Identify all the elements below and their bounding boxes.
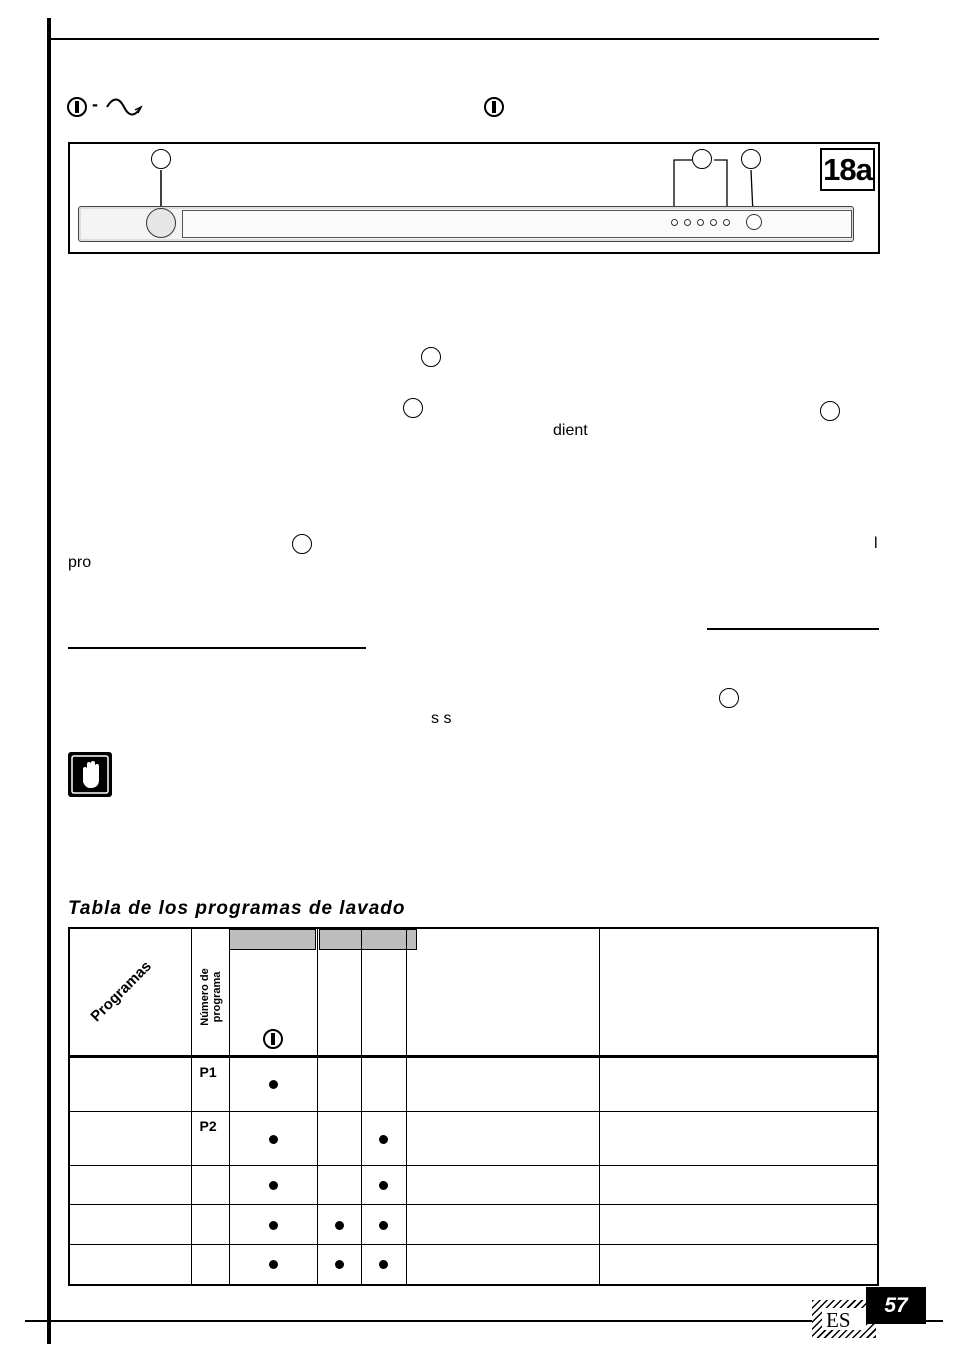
text-fragment: l xyxy=(874,535,878,552)
panel-led xyxy=(697,219,704,226)
header-col4 xyxy=(406,928,599,1056)
top-rule xyxy=(49,38,879,40)
header-programas xyxy=(69,928,191,1056)
program-number: P1 xyxy=(199,1063,217,1080)
left-margin-rule xyxy=(47,18,51,1344)
panel-button xyxy=(746,214,762,230)
table-row xyxy=(69,1205,878,1245)
callout-circle xyxy=(719,688,739,708)
col-programas-label: Programas xyxy=(87,957,155,1026)
header-col3 xyxy=(361,928,406,1056)
table-title: Tabla de los programas de lavado xyxy=(68,898,406,919)
table-header-row xyxy=(69,928,878,1056)
text-fragment: dient xyxy=(553,422,588,439)
power-icon xyxy=(262,1028,284,1050)
callout-circle xyxy=(403,398,423,418)
header-numero xyxy=(191,928,229,1056)
bottom-rule xyxy=(25,1320,943,1322)
callout-circle xyxy=(292,534,312,554)
power-icon xyxy=(66,96,88,118)
program-number: P2 xyxy=(199,1118,217,1135)
dot-mark xyxy=(269,1181,278,1190)
programs-table xyxy=(68,927,879,1286)
dot-mark xyxy=(269,1260,278,1269)
dot-mark xyxy=(269,1221,278,1230)
page-number: 57 xyxy=(884,1294,908,1317)
dot-mark xyxy=(379,1221,388,1230)
callout-circle xyxy=(692,149,712,169)
callout-circle xyxy=(820,401,840,421)
header-col1 xyxy=(229,928,317,1056)
dot-mark xyxy=(269,1080,278,1089)
power-icon xyxy=(483,96,505,118)
callout-circle xyxy=(421,347,441,367)
text-fragment: s s xyxy=(431,710,452,727)
dot-mark xyxy=(335,1260,344,1269)
dot-mark xyxy=(269,1135,278,1144)
dot-mark xyxy=(379,1260,388,1269)
header-col2 xyxy=(317,928,361,1056)
underline-rule xyxy=(68,647,366,649)
panel-led xyxy=(710,219,717,226)
mains-wave-icon xyxy=(105,96,143,116)
control-panel-figure xyxy=(68,142,880,254)
col-numero-label: Número de programa xyxy=(198,968,223,1026)
panel-led xyxy=(684,219,691,226)
table-row xyxy=(69,1165,878,1205)
text-fragment: pro xyxy=(68,554,92,571)
table-row xyxy=(69,1244,878,1285)
table-row xyxy=(69,1056,878,1112)
callout-circle xyxy=(741,149,761,169)
dot-mark xyxy=(335,1221,344,1230)
header-col5 xyxy=(599,928,878,1056)
panel-led xyxy=(723,219,730,226)
dash-separator: - xyxy=(92,94,98,114)
panel-knob xyxy=(146,208,176,238)
table-row xyxy=(69,1112,878,1165)
language-label: ES xyxy=(826,1308,851,1332)
figure-label: 18a xyxy=(820,148,875,191)
callout-circle xyxy=(151,149,171,169)
underline-rule xyxy=(707,628,879,630)
warning-hand-icon xyxy=(68,752,112,797)
page-number-box xyxy=(866,1287,926,1324)
dot-mark xyxy=(379,1135,388,1144)
dot-mark xyxy=(379,1181,388,1190)
panel-led xyxy=(671,219,678,226)
